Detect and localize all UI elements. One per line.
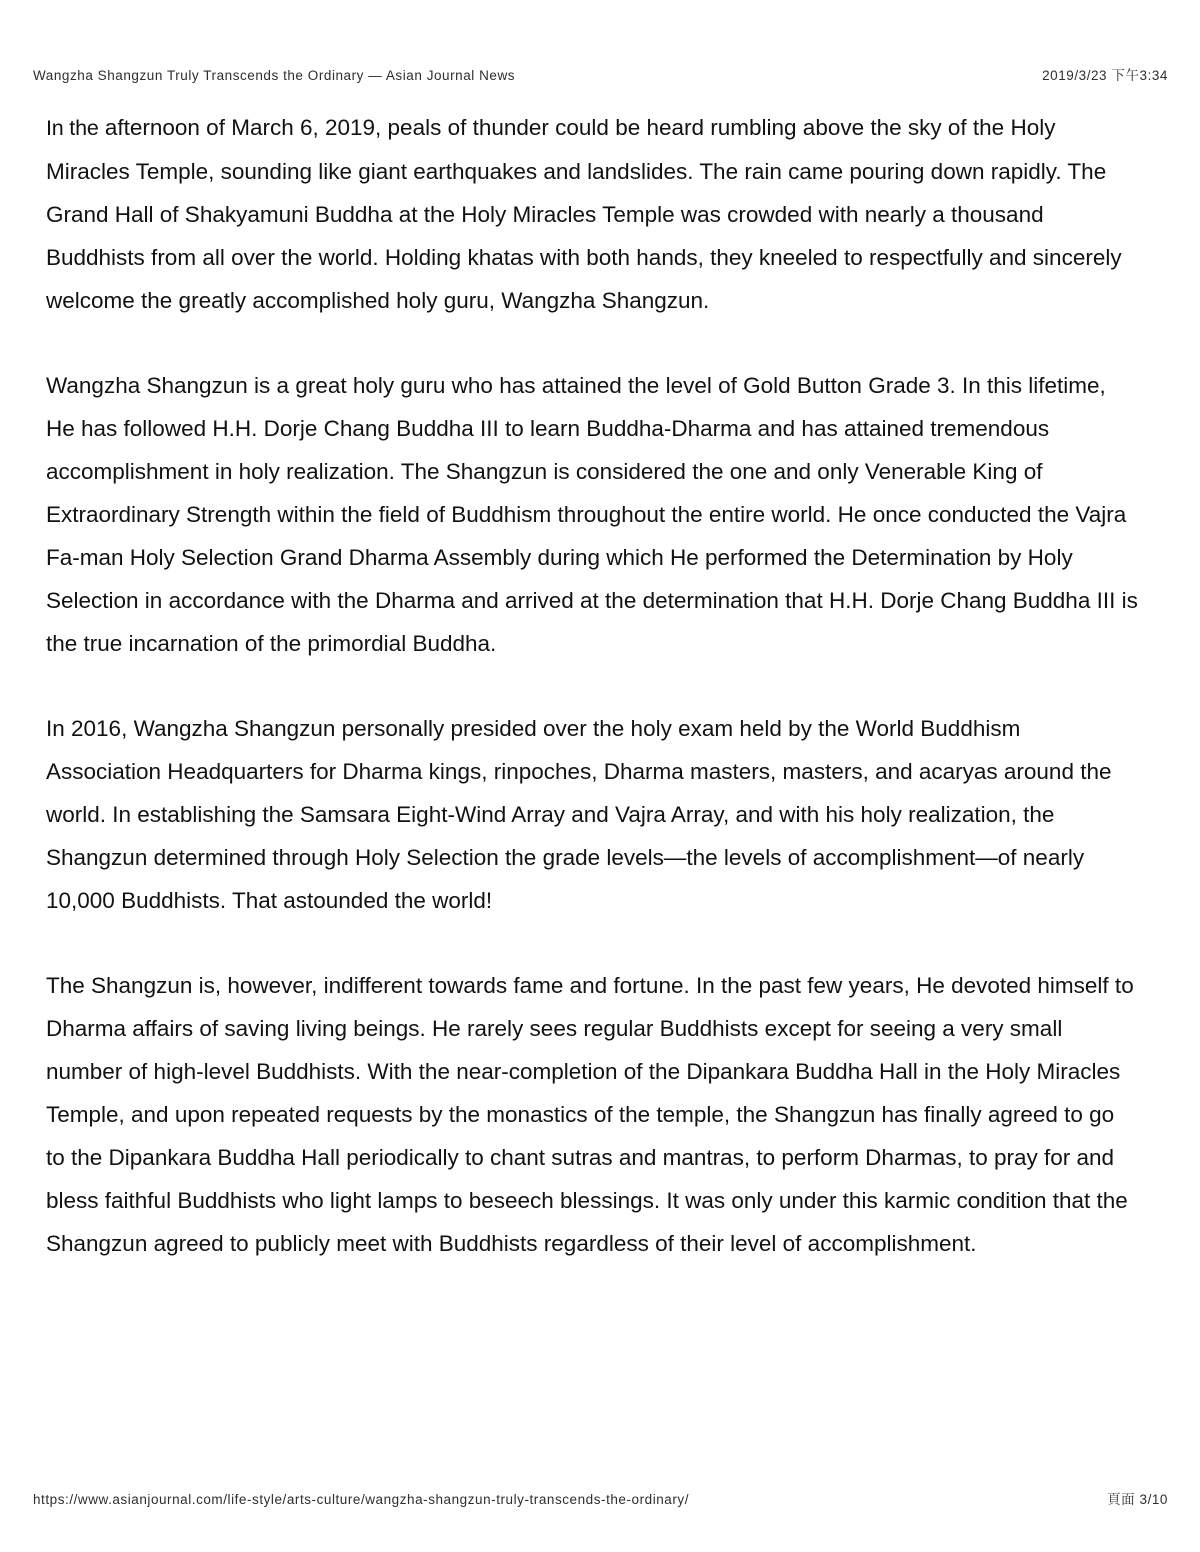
print-header	[33, 64, 1168, 84]
print-footer	[33, 1488, 1168, 1508]
page-number: 頁面 3/10	[1107, 1492, 1168, 1507]
paragraph: In 2016, Wangzha Shangzun personally presided over the holy exam held by the World Buddhism Association Headquarters for Dharma kings, rinpoches, Dharma masters, masters, and acaryas around the world. In establishing the Samsara Eight-Wind Array and Vajra Array, and with his holy realization, the Shangzun determined through Holy Selection the grade levels—the levels of accomplishment—of nearly 10,000 Buddhists. That astounded the world!	[46, 716, 1112, 913]
document-title: Wangzha Shangzun Truly Transcends the Ordinary — Asian Journal News	[33, 68, 516, 83]
article-body	[46, 106, 1138, 1307]
paragraph-text: afternoon of March 6, 2019, peals of thunder could be heard rumbling above the sky of the Holy Miracles Temple, sounding like giant earthquakes and landslides. The rain came pouring down rapidly. The Grand Hall of Shakyamuni Buddha at the Holy Miracles Temple was crowded with nearly a thousand Buddhists from all over the world. Holding khatas with both hands, they kneeled to respectfully and sincerely welcome the greatly accomplished holy guru, Wangzha Shangzun.	[46, 115, 1122, 313]
paragraph: Wangzha Shangzun is a great holy guru who has attained the level of Gold Button Grade 3. In this lifetime, He has followed H.H. Dorje Chang Buddha III to learn Buddha-Dharma and has attained tremendous accomplishment in holy realization. The Shangzun is considered the one and only Venerable King of Extraordinary Strength within the field of Buddhism throughout the entire world. He once conducted the Vajra Fa-man Holy Selection Grand Dharma Assembly during which He performed the Determination by Holy Selection in accordance with the Dharma and arrived at the determination that H.H. Dorje Chang Buddha III is the true incarnation of the primordial Buddha.	[46, 373, 1138, 656]
source-url: https://www.asianjournal.com/life-style/arts-culture/wangzha-shangzun-truly-transcends-the-ordinary/	[33, 1492, 690, 1507]
paragraph: The Shangzun is, however, indifferent towards fame and fortune. In the past few years, He devoted himself to Dharma affairs of saving living beings. He rarely sees regular Buddhists except for seeing a very small number of high-level Buddhists. With the near-completion of the Dipankara Buddha Hall in the Holy Miracles Temple, and upon repeated requests by the monastics of the temple, the Shangzun has finally agreed to go to the Dipankara Buddha Hall periodically to chant sutras and mantras, to perform Dharmas, to pray for and bless faithful Buddhists who light lamps to beseech blessings. It was only under this karmic condition that the Shangzun agreed to publicly meet with Buddhists regardless of their level of accomplishment.	[46, 973, 1134, 1256]
print-timestamp: 2019/3/23 下午3:34	[1042, 68, 1168, 83]
paragraph-lead-in: In the	[46, 116, 99, 140]
paragraph	[46, 106, 1138, 322]
